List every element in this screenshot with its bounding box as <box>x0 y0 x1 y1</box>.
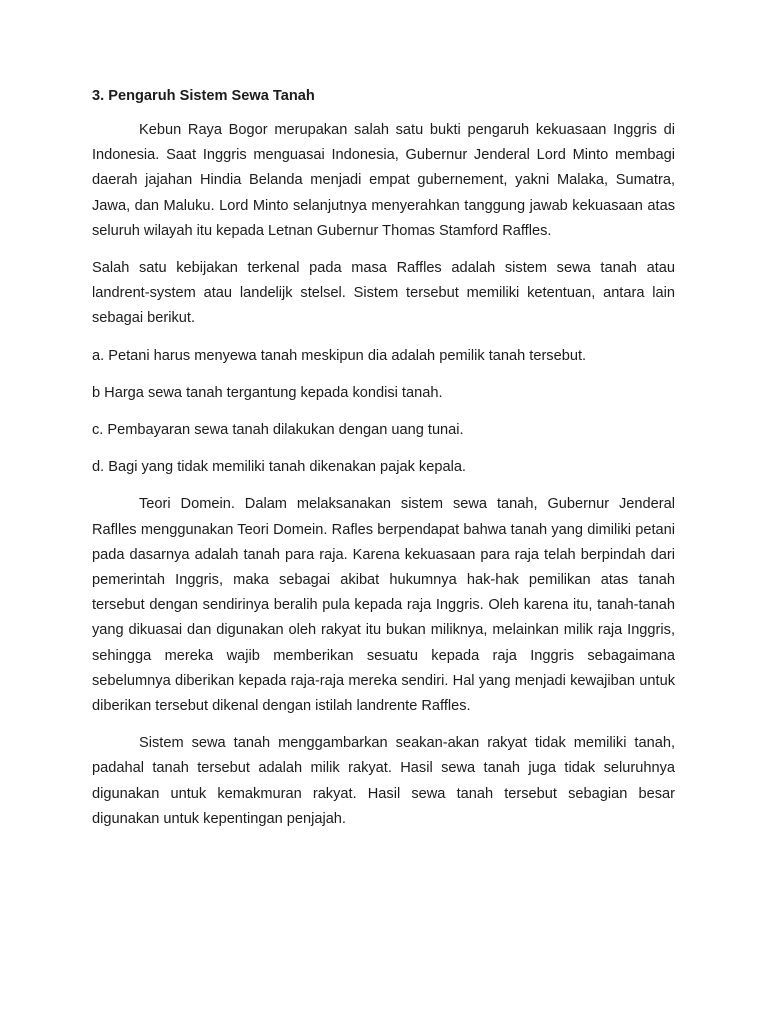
document-page <box>92 84 675 832</box>
paragraph-kebun-raya: Kebun Raya Bogor merupakan salah satu bukti pengaruh kekuasaan Inggris di Indonesia. Saat Inggris menguasai Indonesia, Gubernur Jenderal Lord Minto membagi daerah jajahan Hindia Belanda menjadi empat gubernement, yakni Malaka, Sumatra, Jawa, dan Maluku. Lord Minto selanjutnya menyerahkan tanggung jawab kekuasaan atas seluruh wilayah itu kepada Letnan Gubernur Thomas Stamford Raffles. <box>92 122 675 239</box>
paragraph-landrent-intro: Salah satu kebijakan terkenal pada masa Raffles adalah sistem sewa tanah atau landrent-system atau landelijk stelsel. Sistem tersebut memiliki ketentuan, antara lain sebagai berikut. <box>92 260 675 327</box>
paragraph-teori-domein: Teori Domein. Dalam melaksanakan sistem sewa tanah, Gubernur Jenderal Raflles menggunakan Teori Domein. Rafles berpendapat bahwa tanah yang dimiliki petani pada dasarnya adalah tanah para raja. Karena kekuasaan para raja telah berpindah dari pemerintah Inggris, maka sebagai akibat hukumnya hak-hak pemilikan atas tanah tersebut dengan sendirinya beralih pula kepada raja Inggris. Oleh karena itu, tanah-tanah yang dikuasai dan digunakan oleh rakyat itu bukan miliknya, melainkan milik raja Inggris, sehingga mereka wajib memberikan sesuatu kepada raja Inggris sebagaimana sebelumnya diberikan kepada raja-raja mereka sendiri. Hal yang menjadi kewajiban untuk diberikan tersebut dikenal dengan istilah landrente Raffles. <box>92 496 675 715</box>
list-item-a: a. Petani harus menyewa tanah meskipun dia adalah pemilik tanah tersebut. <box>92 347 587 364</box>
list-item-c: c. Pembayaran sewa tanah dilakukan dengan uang tunai. <box>92 422 464 439</box>
list-item-b: b Harga sewa tanah tergantung kepada kondisi tanah. <box>92 384 443 401</box>
paragraph-conclusion: Sistem sewa tanah menggambarkan seakan-akan rakyat tidak memiliki tanah, padahal tanah tersebut adalah milik rakyat. Hasil sewa tanah juga tidak seluruhnya digunakan untuk kemakmuran rakyat. Hasil sewa tanah tersebut sebagian besar digunakan untuk kepentingan penjajah. <box>92 735 675 827</box>
list-item-d: d. Bagi yang tidak memiliki tanah dikenakan pajak kepala. <box>92 459 466 476</box>
section-heading: 3. Pengaruh Sistem Sewa Tanah <box>92 88 315 104</box>
provisions-list <box>92 344 675 481</box>
